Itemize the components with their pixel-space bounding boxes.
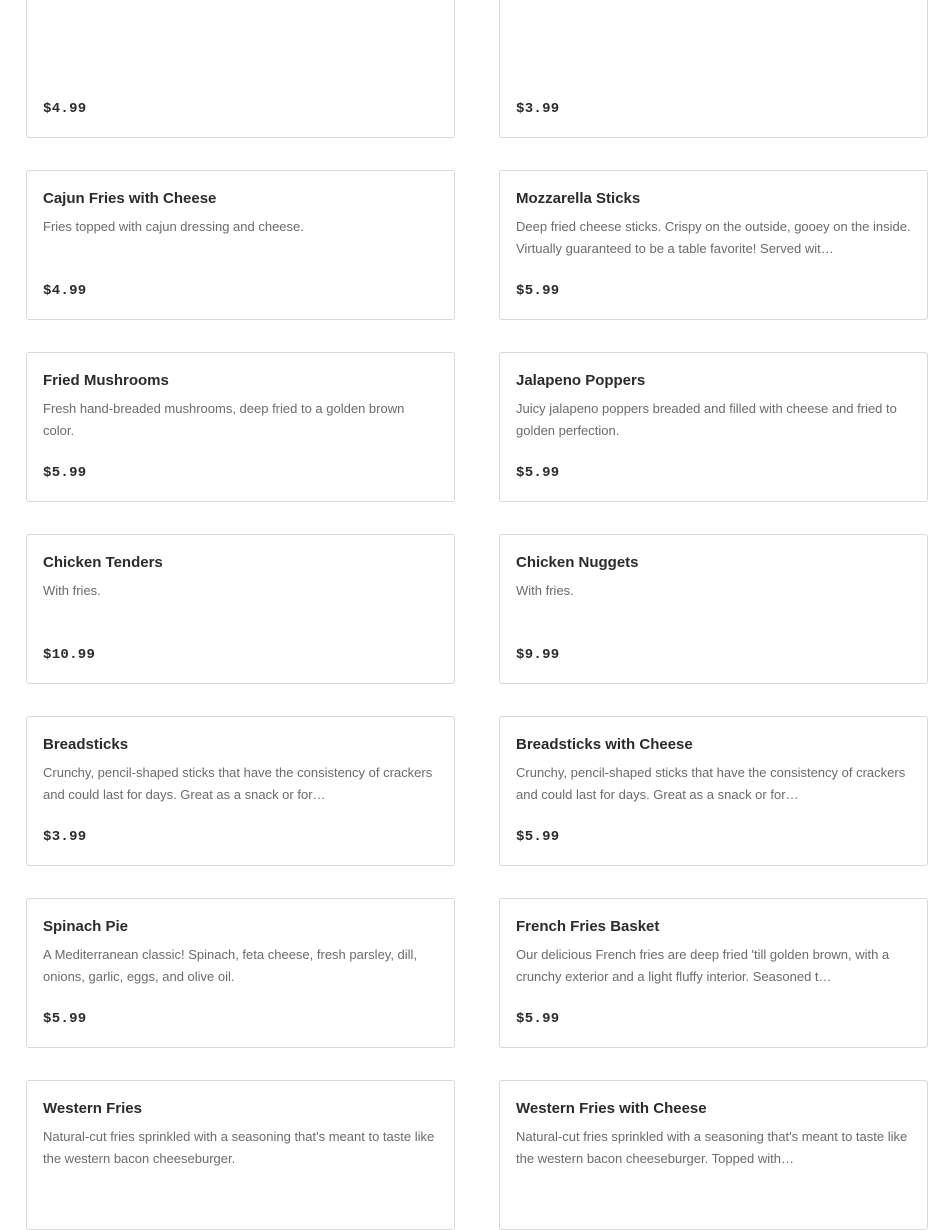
menu-item-description: A Mediterranean classic! Spinach, feta cheese, fresh parsley, dill, onions, garlic, eggs, and olive oil. <box>43 947 418 984</box>
menu-item-card[interactable] <box>26 1080 455 1230</box>
menu-item-description: Natural-cut fries sprinkled with a seasoning that's meant to taste like the western bacon cheeseburger. <box>43 1129 435 1166</box>
menu-item-price: $4.99 <box>43 101 87 117</box>
menu-item-price: $3.99 <box>43 829 87 845</box>
menu-item-card[interactable] <box>26 0 455 138</box>
menu-item-card[interactable] <box>499 534 928 684</box>
menu-item-price: $5.99 <box>43 465 87 481</box>
menu-item-name: Mozzarella Sticks <box>516 190 641 207</box>
menu-items-grid <box>26 0 928 1230</box>
menu-item-name: Spinach Pie <box>43 918 129 935</box>
menu-item-card[interactable] <box>26 352 455 502</box>
menu-item-card[interactable] <box>26 534 455 684</box>
menu-item-description: Fries topped with cajun dressing and cheese. <box>43 219 304 234</box>
menu-item-price: $5.99 <box>516 1011 560 1027</box>
menu-item-description: With fries. <box>43 583 101 598</box>
menu-item-card[interactable] <box>499 898 928 1048</box>
menu-item-description: Deep fried cheese sticks. Crispy on the outside, gooey on the inside. Virtually guaranteed to be a table favorite! Served wit… <box>516 219 911 256</box>
menu-item-card[interactable] <box>499 1080 928 1230</box>
menu-item-description: Crunchy, pencil-shaped sticks that have the consistency of crackers and could last for days. Great as a snack or for… <box>43 765 433 802</box>
menu-item-name: Western Fries <box>43 1100 142 1117</box>
menu-item-price: $5.99 <box>516 465 560 481</box>
menu-item-price: $9.99 <box>516 647 560 663</box>
menu-item-name: Jalapeno Poppers <box>516 372 646 389</box>
menu-item-name: Breadsticks with Cheese <box>516 736 693 753</box>
menu-item-price: $5.99 <box>43 1011 87 1027</box>
menu-item-price: $5.99 <box>516 829 560 845</box>
menu-item-description: Juicy jalapeno poppers breaded and filled with cheese and fried to golden perfection. <box>516 401 897 438</box>
menu-item-description: Crunchy, pencil-shaped sticks that have the consistency of crackers and could last for days. Great as a snack or for… <box>516 765 906 802</box>
menu-item-description: Natural-cut fries sprinkled with a seasoning that's meant to taste like the western bacon cheeseburger. Topped with… <box>516 1129 908 1166</box>
menu-item-card[interactable] <box>499 352 928 502</box>
menu-item-name: Fried Mushrooms <box>43 372 169 389</box>
menu-item-name: Breadsticks <box>43 736 129 753</box>
menu-item-card[interactable] <box>499 716 928 866</box>
menu-item-description: Fresh hand-breaded mushrooms, deep fried to a golden brown color. <box>43 401 405 438</box>
menu-item-name: French Fries Basket <box>516 918 660 935</box>
menu-item-card[interactable] <box>499 0 928 138</box>
menu-item-name: Chicken Tenders <box>43 554 163 571</box>
menu-item-card[interactable] <box>26 170 455 320</box>
menu-item-name: Cajun Fries with Cheese <box>43 190 217 207</box>
menu-item-card[interactable] <box>26 898 455 1048</box>
menu-item-price: $4.99 <box>43 283 87 299</box>
menu-item-price: $3.99 <box>516 101 560 117</box>
menu-item-price: $5.99 <box>516 283 560 299</box>
menu-item-description: Our delicious French fries are deep fried 'till golden brown, with a crunchy exterior and a light fluffy interior. Seasoned t… <box>516 947 890 984</box>
menu-item-name: Chicken Nuggets <box>516 554 639 571</box>
menu-item-price: $10.99 <box>43 647 96 663</box>
menu-item-description: With fries. <box>516 583 574 598</box>
menu-item-card[interactable] <box>499 170 928 320</box>
menu-item-card[interactable] <box>26 716 455 866</box>
menu-item-name: Western Fries with Cheese <box>516 1100 707 1117</box>
